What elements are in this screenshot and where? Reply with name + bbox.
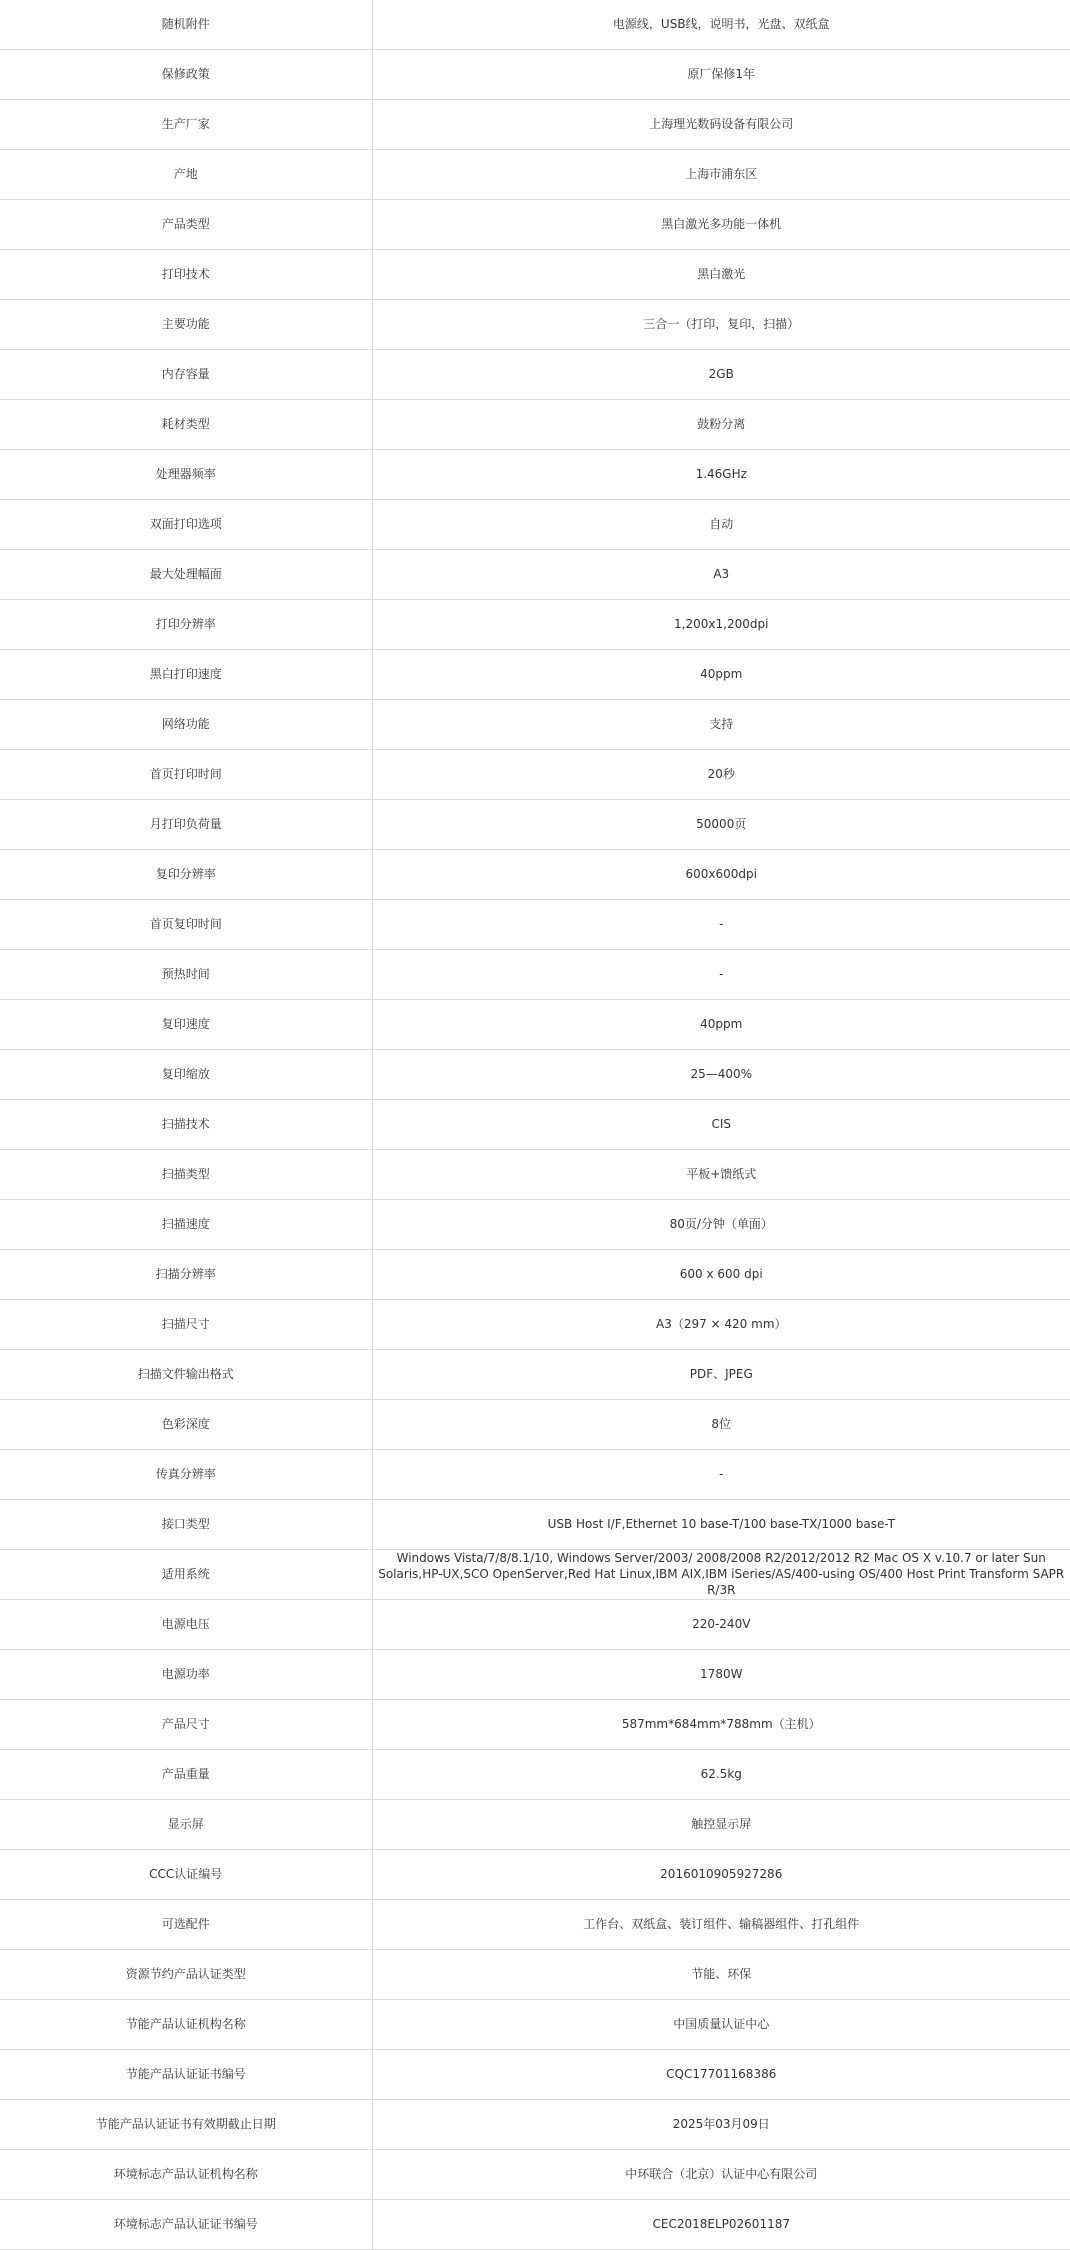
- spec-key: 复印分辨率: [0, 849, 372, 899]
- spec-value: 40ppm: [372, 999, 1070, 1049]
- spec-key: 扫描文件输出格式: [0, 1349, 372, 1399]
- spec-row: [0, 299, 1070, 349]
- spec-value: USB Host I/F,Ethernet 10 base-T/100 base-TX/1000 base-T: [372, 1499, 1070, 1549]
- spec-row: [0, 1249, 1070, 1299]
- spec-value: 600x600dpi: [372, 849, 1070, 899]
- spec-key: 色彩深度: [0, 1399, 372, 1449]
- spec-row: [0, 1849, 1070, 1899]
- spec-row: [0, 149, 1070, 199]
- spec-row: [0, 549, 1070, 599]
- spec-value: 平板+馈纸式: [372, 1149, 1070, 1199]
- spec-key: 内存容量: [0, 349, 372, 399]
- spec-row: [0, 849, 1070, 899]
- spec-row: [0, 99, 1070, 149]
- spec-key: 扫描尺寸: [0, 1299, 372, 1349]
- spec-key: 显示屏: [0, 1799, 372, 1849]
- spec-value: 50000页: [372, 799, 1070, 849]
- spec-key: 保修政策: [0, 49, 372, 99]
- spec-row: [0, 1949, 1070, 1999]
- spec-row: [0, 199, 1070, 249]
- spec-key: 处理器频率: [0, 449, 372, 499]
- spec-key: 产品重量: [0, 1749, 372, 1799]
- spec-value: 黑白激光多功能一体机: [372, 199, 1070, 249]
- spec-key: 可选配件: [0, 1899, 372, 1949]
- spec-value: 鼓粉分离: [372, 399, 1070, 449]
- spec-key: 月打印负荷量: [0, 799, 372, 849]
- spec-row: [0, 2049, 1070, 2099]
- spec-key: 双面打印选项: [0, 499, 372, 549]
- spec-row: [0, 1799, 1070, 1849]
- spec-value: 220-240V: [372, 1599, 1070, 1649]
- spec-row: [0, 0, 1070, 49]
- spec-value: CEC2018ELP02601187: [372, 2199, 1070, 2249]
- spec-row: [0, 499, 1070, 549]
- spec-row: [0, 1399, 1070, 1449]
- spec-value: 2016010905927286: [372, 1849, 1070, 1899]
- spec-key: 产地: [0, 149, 372, 199]
- spec-value: -: [372, 899, 1070, 949]
- spec-key: 扫描类型: [0, 1149, 372, 1199]
- spec-value: -: [372, 1449, 1070, 1499]
- spec-key: 随机附件: [0, 0, 372, 49]
- spec-row: [0, 2149, 1070, 2199]
- spec-key: 节能产品认证证书编号: [0, 2049, 372, 2099]
- spec-key: 环境标志产品认证机构名称: [0, 2149, 372, 2199]
- spec-row: [0, 1049, 1070, 1099]
- spec-value: 电源线，USB线，说明书，光盘、双纸盒: [372, 0, 1070, 49]
- spec-value: 中国质量认证中心: [372, 1999, 1070, 2049]
- spec-row: [0, 799, 1070, 849]
- spec-value: Windows Vista/7/8/8.1/10, Windows Server/2003/ 2008/2008 R2/2012/2012 R2 Mac OS X v.10.7 or later Sun Solaris,HP-UX,SCO OpenServer,Red Hat Linux,IBM AIX,IBM iSeries/AS/400-using OS/400 Host Print Transform SAPR R/3R: [372, 1549, 1070, 1599]
- spec-key: 适用系统: [0, 1549, 372, 1599]
- spec-row: [0, 1599, 1070, 1649]
- spec-value: 上海市浦东区: [372, 149, 1070, 199]
- spec-key: 传真分辨率: [0, 1449, 372, 1499]
- spec-value: 587mm*684mm*788mm（主机）: [372, 1699, 1070, 1749]
- spec-key: 复印缩放: [0, 1049, 372, 1099]
- spec-row: [0, 449, 1070, 499]
- spec-key: 主要功能: [0, 299, 372, 349]
- spec-key: 环境标志产品认证证书编号: [0, 2199, 372, 2249]
- spec-key: CCC认证编号: [0, 1849, 372, 1899]
- spec-value: 40ppm: [372, 649, 1070, 699]
- spec-row: [0, 649, 1070, 699]
- spec-value: 自动: [372, 499, 1070, 549]
- spec-key: 产品尺寸: [0, 1699, 372, 1749]
- spec-key: 生产厂家: [0, 99, 372, 149]
- spec-key: 预热时间: [0, 949, 372, 999]
- spec-value: 工作台、双纸盒、装订组件、输稿器组件、打孔组件: [372, 1899, 1070, 1949]
- spec-value: 触控显示屏: [372, 1799, 1070, 1849]
- spec-value: 支持: [372, 699, 1070, 749]
- spec-row: [0, 349, 1070, 399]
- spec-row: [0, 1699, 1070, 1749]
- spec-value: 节能、环保: [372, 1949, 1070, 1999]
- spec-value: 62.5kg: [372, 1749, 1070, 1799]
- spec-value: CQC17701168386: [372, 2049, 1070, 2099]
- spec-row: [0, 1499, 1070, 1549]
- spec-row: [0, 249, 1070, 299]
- spec-value: 80页/分钟（单面）: [372, 1199, 1070, 1249]
- spec-value: 2GB: [372, 349, 1070, 399]
- spec-key: 打印分辨率: [0, 599, 372, 649]
- spec-value: -: [372, 949, 1070, 999]
- spec-value: 上海理光数码设备有限公司: [372, 99, 1070, 149]
- spec-row: [0, 2099, 1070, 2149]
- spec-value: A3（297 × 420 mm）: [372, 1299, 1070, 1349]
- spec-value: 1,200x1,200dpi: [372, 599, 1070, 649]
- spec-row: [0, 1449, 1070, 1499]
- spec-row: [0, 949, 1070, 999]
- spec-row: [0, 599, 1070, 649]
- spec-row: [0, 399, 1070, 449]
- spec-row: [0, 2199, 1070, 2249]
- spec-key: 首页复印时间: [0, 899, 372, 949]
- spec-key: 首页打印时间: [0, 749, 372, 799]
- spec-value: 1780W: [372, 1649, 1070, 1699]
- spec-key: 资源节约产品认证类型: [0, 1949, 372, 1999]
- spec-value: CIS: [372, 1099, 1070, 1149]
- spec-key: 扫描速度: [0, 1199, 372, 1249]
- spec-row: [0, 1899, 1070, 1949]
- spec-value: 原厂保修1年: [372, 49, 1070, 99]
- spec-key: 打印技术: [0, 249, 372, 299]
- spec-row: [0, 899, 1070, 949]
- spec-value: 三合一（打印，复印，扫描）: [372, 299, 1070, 349]
- spec-value: A3: [372, 549, 1070, 599]
- spec-row: [0, 1149, 1070, 1199]
- spec-key: 网络功能: [0, 699, 372, 749]
- spec-row: [0, 749, 1070, 799]
- spec-row: [0, 1999, 1070, 2049]
- spec-key: 电源功率: [0, 1649, 372, 1699]
- spec-row: [0, 49, 1070, 99]
- spec-key: 电源电压: [0, 1599, 372, 1649]
- spec-row: [0, 999, 1070, 1049]
- spec-value: 1.46GHz: [372, 449, 1070, 499]
- spec-row: [0, 1649, 1070, 1699]
- spec-key: 黑白打印速度: [0, 649, 372, 699]
- spec-key: 扫描分辨率: [0, 1249, 372, 1299]
- spec-row: [0, 1199, 1070, 1249]
- spec-value: PDF、JPEG: [372, 1349, 1070, 1399]
- spec-row: [0, 1099, 1070, 1149]
- spec-value: 600 x 600 dpi: [372, 1249, 1070, 1299]
- spec-value: 2025年03月09日: [372, 2099, 1070, 2149]
- spec-value: 黑白激光: [372, 249, 1070, 299]
- spec-key: 节能产品认证机构名称: [0, 1999, 372, 2049]
- spec-key: 扫描技术: [0, 1099, 372, 1149]
- spec-key: 产品类型: [0, 199, 372, 249]
- spec-value: 25—400%: [372, 1049, 1070, 1099]
- spec-row: [0, 1349, 1070, 1399]
- spec-row: [0, 1749, 1070, 1799]
- spec-key: 节能产品认证证书有效期截止日期: [0, 2099, 372, 2149]
- spec-value: 8位: [372, 1399, 1070, 1449]
- spec-value: 中环联合（北京）认证中心有限公司: [372, 2149, 1070, 2199]
- spec-key: 最大处理幅面: [0, 549, 372, 599]
- spec-key: 接口类型: [0, 1499, 372, 1549]
- spec-value: 20秒: [372, 749, 1070, 799]
- spec-row: [0, 1299, 1070, 1349]
- spec-row: [0, 699, 1070, 749]
- spec-key: 耗材类型: [0, 399, 372, 449]
- spec-row: [0, 1549, 1070, 1599]
- spec-key: 复印速度: [0, 999, 372, 1049]
